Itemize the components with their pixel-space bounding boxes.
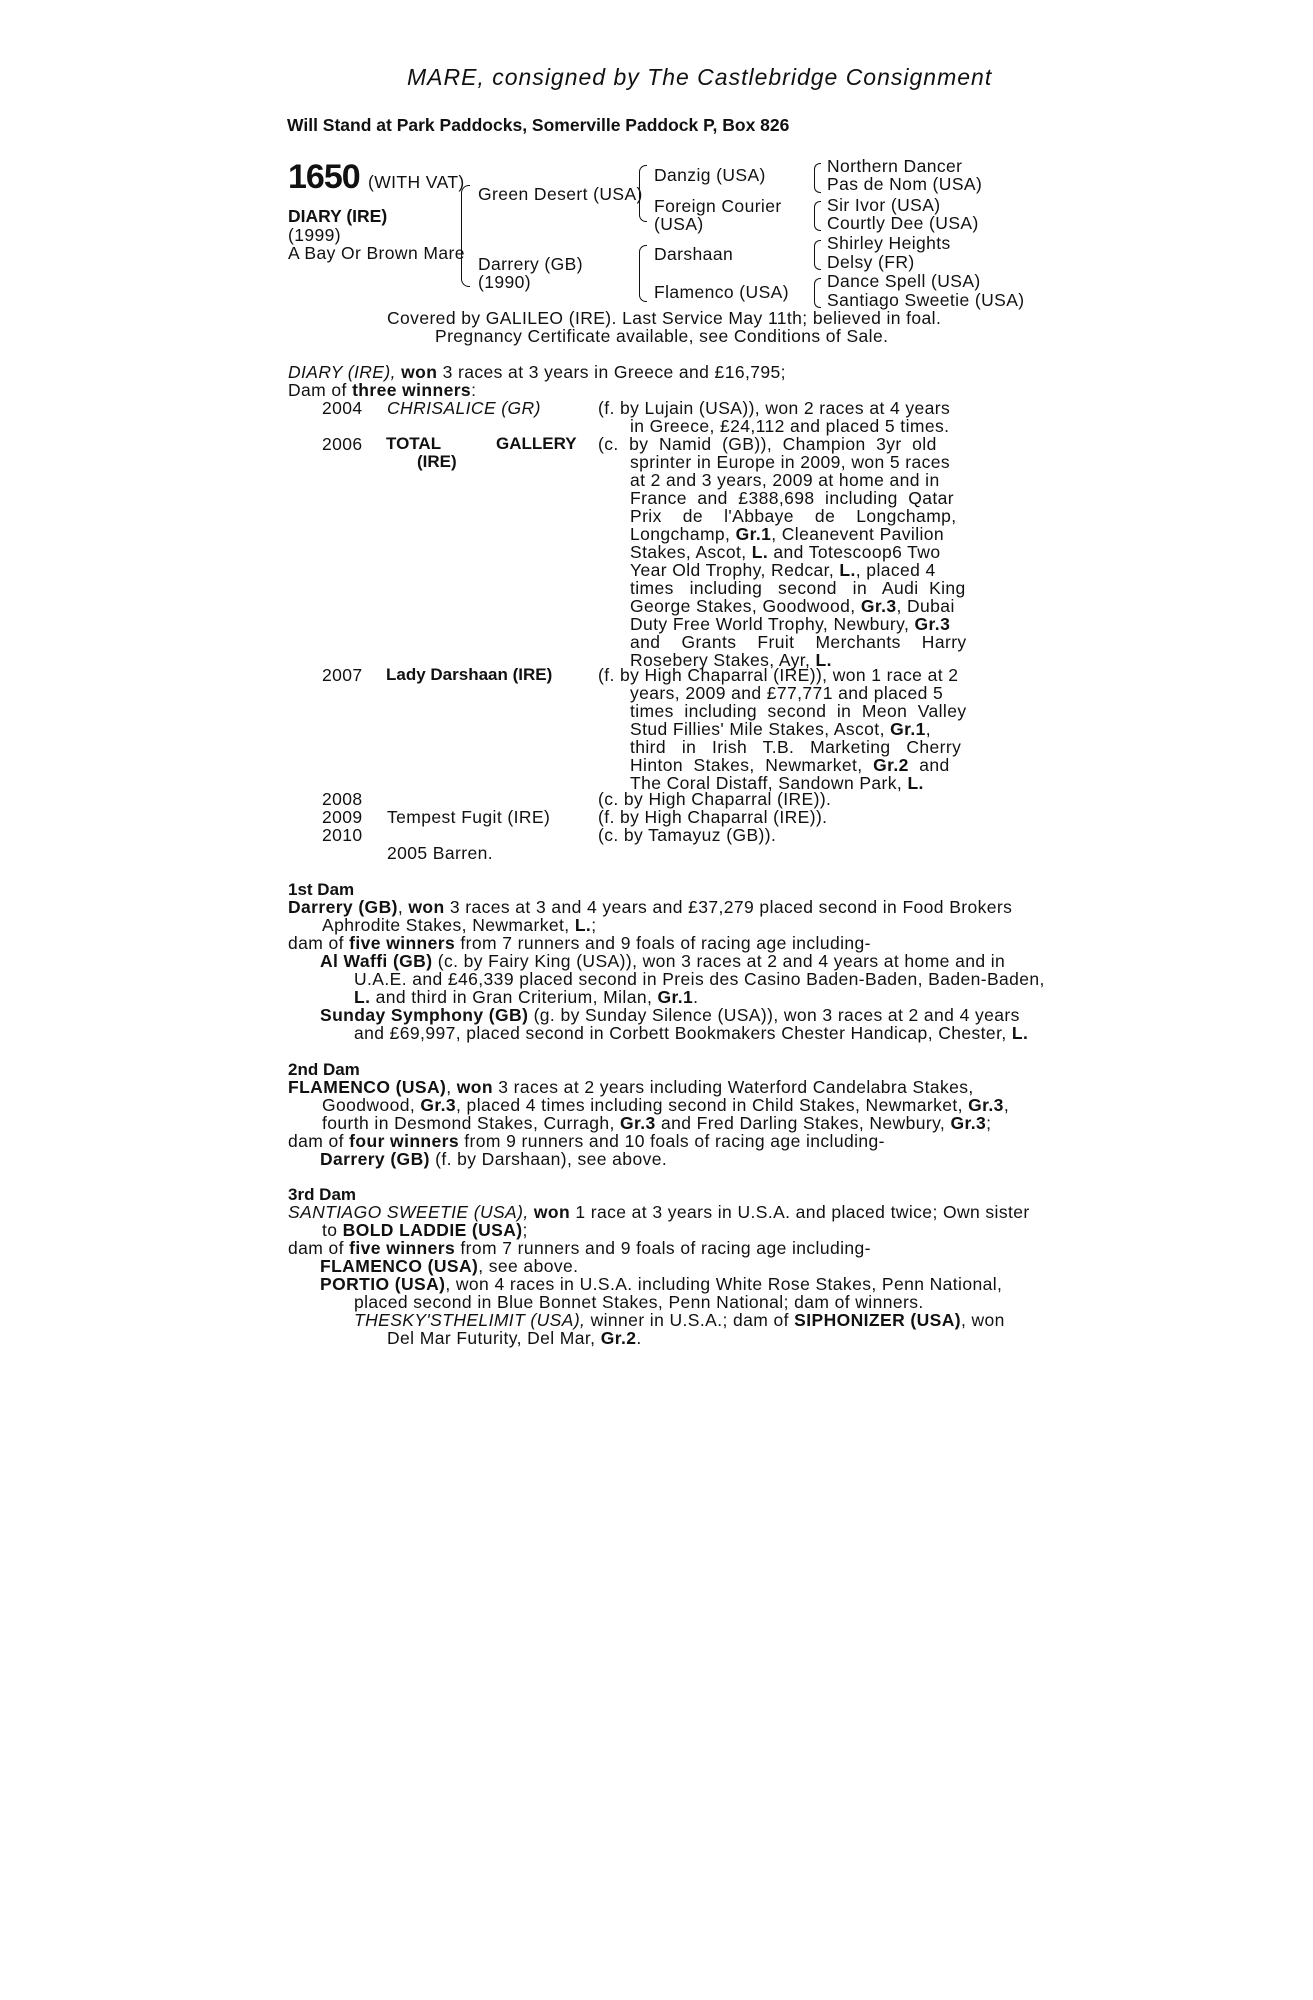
progeny-year: 2008: [322, 789, 363, 809]
progeny-detail-line: (f. by High Chaparral (IRE)).: [598, 807, 828, 827]
third-dam-line: to BOLD LADDIE (USA);: [322, 1220, 528, 1240]
horse-year: (1999): [288, 225, 341, 245]
third-dam-heading: 3rd Dam: [288, 1185, 357, 1204]
progeny-name-suffix: (IRE): [417, 452, 457, 471]
progeny-year: 2010: [322, 825, 363, 845]
third-dam-line: PORTIO (USA), won 4 races in U.S.A. including White Rose Stakes, Penn National,: [320, 1274, 1003, 1294]
progeny-name-2: GALLERY: [496, 434, 577, 453]
pedigree-ssd: Pas de Nom (USA): [827, 174, 983, 194]
third-dam-line: dam of five winners from 7 runners and 9 foals of racing age including-: [288, 1238, 871, 1258]
first-dam-heading: 1st Dam: [288, 880, 355, 899]
first-dam-line: and £69,997, placed second in Corbett Bookmakers Chester Handicap, Chester, L.: [354, 1023, 1029, 1043]
progeny-name: Tempest Fugit (IRE): [387, 807, 551, 827]
pedigree-brace-sd: [814, 201, 821, 231]
third-dam-line: placed second in Blue Bonnet Stakes, Penn National; dam of winners.: [354, 1292, 924, 1312]
second-dam-heading: 2nd Dam: [288, 1060, 360, 1079]
pregnancy-line: Pregnancy Certificate available, see Conditions of Sale.: [435, 326, 889, 346]
second-dam-line: fourth in Desmond Stakes, Curragh, Gr.3 and Fred Darling Stakes, Newbury, Gr.3;: [322, 1113, 992, 1133]
third-dam-line: THESKY'STHELIMIT (USA), winner in U.S.A.; dam of SIPHONIZER (USA), won: [354, 1310, 1005, 1330]
progeny-detail-line: Prix de l'Abbaye de Longchamp,: [630, 506, 957, 526]
second-dam-line: FLAMENCO (USA), won 3 races at 2 years including Waterford Candelabra Stakes,: [288, 1077, 974, 1097]
progeny-detail-line: Hinton Stakes, Newmarket, Gr.2 and: [630, 755, 950, 775]
horse-name: DIARY (IRE): [288, 206, 388, 226]
progeny-detail-line: Rosebery Stakes, Ayr, L.: [630, 650, 832, 670]
progeny-year: 2007: [322, 665, 363, 685]
progeny-detail-line: (f. by Lujain (USA)), won 2 races at 4 years: [598, 398, 951, 418]
pedigree-brace-ss: [814, 163, 821, 193]
progeny-detail-line: Stud Fillies' Mile Stakes, Ascot, Gr.1,: [630, 719, 932, 739]
first-dam-line: Darrery (GB), won 3 races at 3 and 4 years and £37,279 placed second in Food Brokers: [288, 897, 1013, 917]
progeny-year: 2004: [322, 398, 363, 418]
pedigree-dss: Shirley Heights: [827, 233, 951, 253]
second-dam-line: dam of four winners from 9 runners and 10 foals of racing age including-: [288, 1131, 885, 1151]
pedigree-dd: Flamenco (USA): [654, 282, 789, 302]
covered-line: Covered by GALILEO (IRE). Last Service May 11th; believed in foal.: [387, 308, 942, 328]
progeny-detail-line: (c. by Tamayuz (GB)).: [598, 825, 777, 845]
progeny-detail-line: Stakes, Ascot, L. and Totescoop6 Two: [630, 542, 941, 562]
progeny-detail-line: and Grants Fruit Merchants Harry: [630, 632, 967, 652]
progeny-name: Lady Darshaan (IRE): [386, 665, 553, 684]
pedigree-sd-country: (USA): [654, 214, 704, 234]
page-title: MARE, consigned by The Castlebridge Consignment: [407, 64, 993, 90]
progeny-name: TOTAL: [386, 434, 442, 453]
pedigree-sire: Green Desert (USA): [478, 184, 643, 204]
progeny-detail-line: Duty Free World Trophy, Newbury, Gr.3: [630, 614, 951, 634]
pedigree-sss: Northern Dancer: [827, 156, 963, 176]
first-dam-line: Al Waffi (GB) (c. by Fairy King (USA)), won 3 races at 2 and 4 years at home and in: [320, 951, 1006, 971]
pedigree-dam-year: (1990): [478, 272, 531, 292]
stand-location: Will Stand at Park Paddocks, Somerville Paddock P, Box 826: [287, 115, 790, 135]
vat-note: (WITH VAT): [368, 172, 465, 192]
pedigree-ds: Darshaan: [654, 244, 734, 264]
progeny-year: 2009: [322, 807, 363, 827]
dam-of-line: Dam of three winners:: [288, 380, 477, 400]
pedigree-dsd: Delsy (FR): [827, 252, 915, 272]
pedigree-sd: Foreign Courier: [654, 196, 782, 216]
progeny-detail-line: at 2 and 3 years, 2009 at home and in: [630, 470, 940, 490]
progeny-detail-line: (c. by High Chaparral (IRE)).: [598, 789, 832, 809]
third-dam-line: FLAMENCO (USA), see above.: [320, 1256, 579, 1276]
pedigree-sds: Sir Ivor (USA): [827, 195, 941, 215]
progeny-detail-line: France and £388,698 including Qatar: [630, 488, 954, 508]
second-dam-line: Goodwood, Gr.3, placed 4 times including second in Child Stakes, Newmarket, Gr.3,: [322, 1095, 1010, 1115]
progeny-detail-line: (f. by High Chaparral (IRE)), won 1 race at 2: [598, 665, 959, 685]
progeny-detail-line: times including second in Audi King: [630, 578, 966, 598]
first-dam-line: U.A.E. and £46,339 placed second in Preis des Casino Baden-Baden, Baden-Baden,: [354, 969, 1045, 989]
progeny-detail-line: Longchamp, Gr.1, Cleanevent Pavilion: [630, 524, 945, 544]
third-dam-line: Del Mar Futurity, Del Mar, Gr.2.: [387, 1328, 642, 1348]
progeny-name: CHRISALICE (GR): [387, 398, 541, 418]
progeny-detail-line: sprinter in Europe in 2009, won 5 races: [630, 452, 951, 472]
pedigree-ddd: Santiago Sweetie (USA): [827, 290, 1025, 310]
pedigree-brace-dam: [639, 245, 647, 302]
progeny-detail-line: Year Old Trophy, Redcar, L., placed 4: [630, 560, 936, 580]
progeny-detail-line: The Coral Distaff, Sandown Park, L.: [630, 773, 924, 793]
pedigree-brace-dd: [814, 278, 821, 308]
progeny-detail-line: George Stakes, Goodwood, Gr.3, Dubai: [630, 596, 955, 616]
race-record: DIARY (IRE), won 3 races at 3 years in Greece and £16,795;: [288, 362, 786, 382]
first-dam-line: Aphrodite Stakes, Newmarket, L.;: [322, 915, 597, 935]
second-dam-line: Darrery (GB) (f. by Darshaan), see above.: [320, 1149, 668, 1169]
horse-description: A Bay Or Brown Mare: [288, 243, 465, 263]
progeny-detail-line: (c. by Namid (GB)), Champion 3yr old: [598, 434, 937, 454]
lot-number: 1650: [288, 158, 360, 196]
barren-note: 2005 Barren.: [387, 843, 493, 863]
progeny-detail-line: in Greece, £24,112 and placed 5 times.: [630, 416, 950, 436]
first-dam-line: Sunday Symphony (GB) (g. by Sunday Silence (USA)), won 3 races at 2 and 4 years: [320, 1005, 1020, 1025]
third-dam-line: SANTIAGO SWEETIE (USA), won 1 race at 3 years in U.S.A. and placed twice; Own sister: [288, 1202, 1030, 1222]
first-dam-line: L. and third in Gran Criterium, Milan, Gr.1.: [354, 987, 699, 1007]
pedigree-brace-main: [461, 185, 470, 287]
progeny-detail-line: years, 2009 and £77,771 and placed 5: [630, 683, 944, 703]
first-dam-line: dam of five winners from 7 runners and 9 foals of racing age including-: [288, 933, 871, 953]
pedigree-dam: Darrery (GB): [478, 254, 583, 274]
pedigree-dds: Dance Spell (USA): [827, 271, 981, 291]
progeny-year: 2006: [322, 434, 363, 454]
progeny-detail-line: times including second in Meon Valley: [630, 701, 967, 721]
pedigree-sdd: Courtly Dee (USA): [827, 213, 979, 233]
progeny-detail-line: third in Irish T.B. Marketing Cherry: [630, 737, 962, 757]
pedigree-ss: Danzig (USA): [654, 165, 766, 185]
pedigree-brace-ds: [814, 240, 821, 270]
